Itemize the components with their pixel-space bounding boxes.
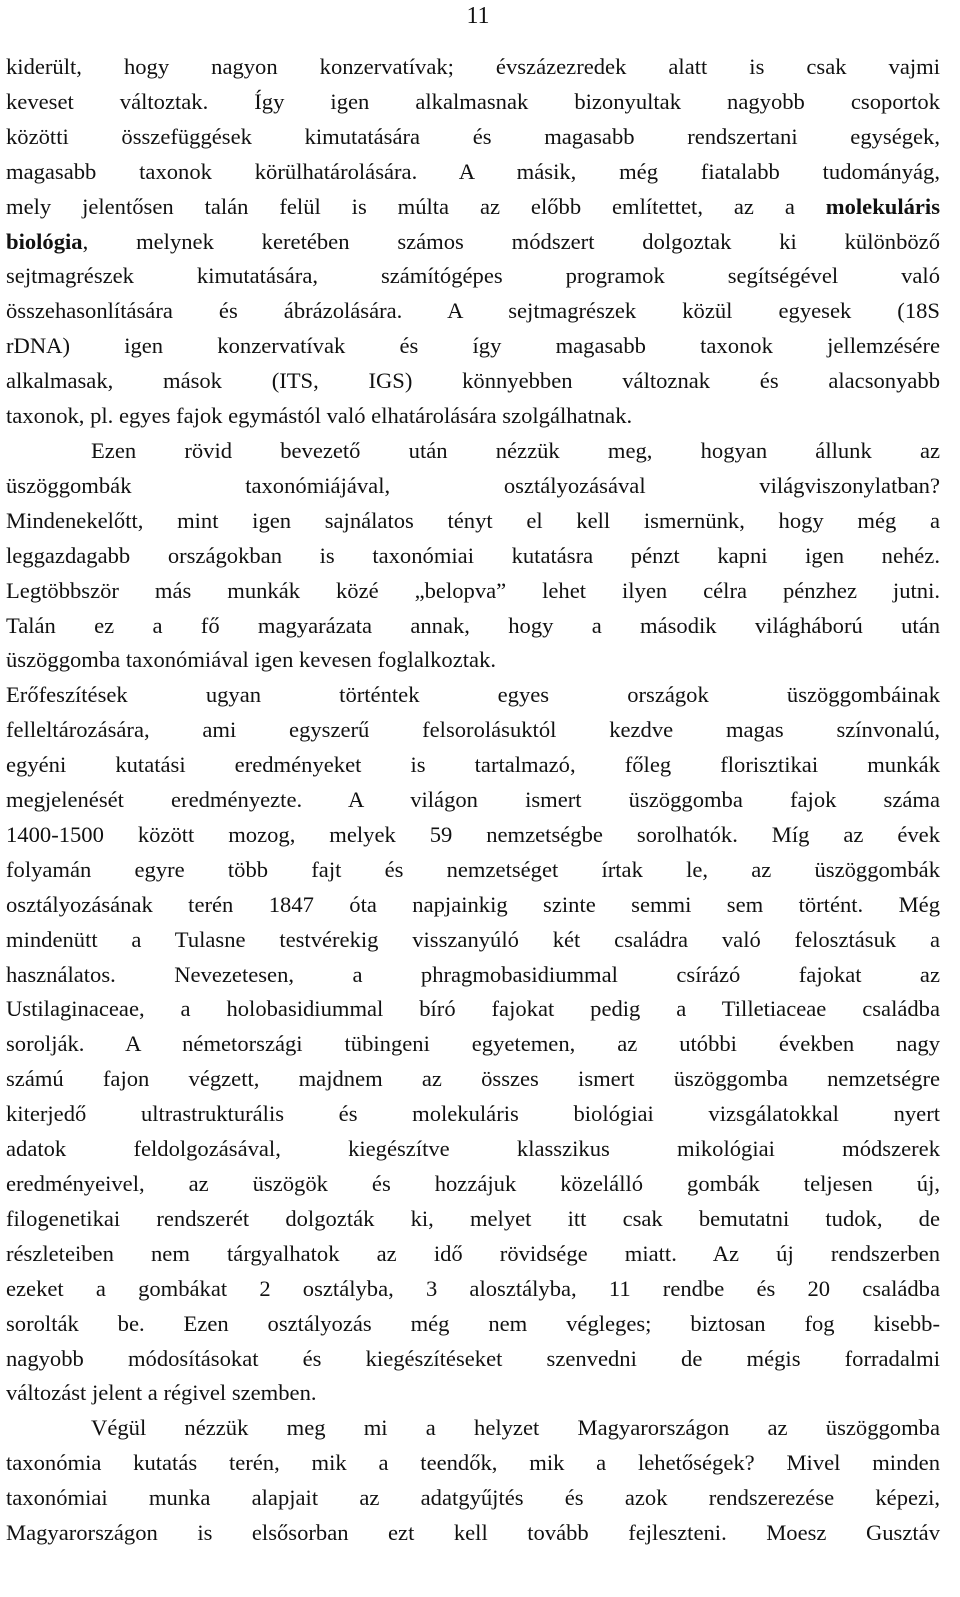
text-line: megjelenését eredményezte. A világon ismert üszöggomba fajok száma <box>6 787 940 813</box>
text-line: Legtöbbször más munkák közé „belopva” lehet ilyen célra pénzhez jutni. <box>6 577 940 603</box>
text-line: nagyobb módosításokat és kiegészítéseket szenvedni de mégis forradalmi <box>6 1345 940 1371</box>
text-line: magasabb taxonok körülhatárolására. A másik, még fiatalabb tudományág, <box>6 158 940 184</box>
text-line: Ezen rövid bevezető után nézzük meg, hogyan állunk az <box>91 437 940 463</box>
text-line: rDNA) igen konzervatívak és így magasabb taxonok jellemzésére <box>6 333 940 359</box>
text-line: taxonómiai munka alapjait az adatgyűjtés és azok rendszerezése képezi, <box>6 1485 940 1511</box>
text-line: Erőfeszítések ugyan történtek egyes országok üszöggombáinak <box>6 682 940 708</box>
text-line: filogenetikai rendszerét dolgozták ki, melyet itt csak bemutatni tudok, de <box>6 1205 940 1231</box>
bold-term: molekuláris <box>825 193 940 219</box>
text-line: számú fajon végzett, majdnem az összes ismert üszöggomba nemzetségre <box>6 1066 940 1092</box>
text-line: ezeket a gombákat 2 osztályba, 3 alosztályba, 11 rendbe és 20 családba <box>6 1275 940 1301</box>
text-line: egyéni kutatási eredményeket is tartalmazó, főleg florisztikai munkák <box>6 752 940 778</box>
text-line: Mindenekelőtt, mint igen sajnálatos tényt el kell ismernünk, hogy még a <box>6 507 940 533</box>
text-segment: , melynek keretében számos módszert dolgoztak ki különböző <box>82 228 940 254</box>
body-text <box>6 50 940 1551</box>
text-line: 1400-1500 között mozog, melyek 59 nemzetségbe sorolhatók. Míg az évek <box>6 821 940 847</box>
text-line: üszöggomba taxonómiával igen kevesen foglalkoztak. <box>6 647 497 673</box>
text-line: taxonok, pl. egyes fajok egymástól való elhatárolására szolgálhatnak. <box>6 403 633 429</box>
text-line: kiterjedő ultrastrukturális és molekuláris biológiai vizsgálatokkal nyert <box>6 1101 940 1127</box>
text-line: Ustilaginaceae, a holobasidiummal bíró fajokat pedig a Tilletiaceae családba <box>6 996 940 1022</box>
text-line: folyamán egyre több fajt és nemzetséget írtak le, az üszöggombák <box>6 856 940 882</box>
text-line: Magyarországon is elsősorban ezt kell tovább fejleszteni. Moesz Gusztáv <box>6 1520 940 1546</box>
text-line: keveset változtak. Így igen alkalmasnak bizonyultak nagyobb csoportok <box>6 88 940 114</box>
text-line <box>6 225 940 260</box>
text-line <box>6 190 940 225</box>
text-line: használatos. Nevezetesen, a phragmobasidiummal csírázó fajokat az <box>6 961 940 987</box>
text-line: leggazdagabb országokban is taxonómiai kutatásra pénzt kapni igen nehéz. <box>6 542 940 568</box>
text-line: közötti összefüggések kimutatására és magasabb rendszertani egységek, <box>6 123 940 149</box>
text-line: sorolták be. Ezen osztályozás még nem végleges; biztosan fog kisebb- <box>6 1310 940 1336</box>
text-line: osztályozásának terén 1847 óta napjainkig szinte semmi sem történt. Még <box>6 891 940 917</box>
text-line: felleltározására, ami egyszerű felsorolásuktól kezdve magas színvonalú, <box>6 717 940 743</box>
page-number: 11 <box>466 3 490 29</box>
text-line: adatok feldolgozásával, kiegészítve klasszikus mikológiai módszerek <box>6 1136 940 1162</box>
text-line: alkalmasak, mások (ITS, IGS) könnyebben változnak és alacsonyabb <box>6 368 940 394</box>
text-line: sorolják. A németországi tübingeni egyetemen, az utóbbi években nagy <box>6 1031 940 1057</box>
text-segment: mely jelentősen talán felül is múlta az előbb említettet, az a <box>6 193 826 219</box>
text-line: Végül nézzük meg mi a helyzet Magyarországon az üszöggomba <box>91 1415 940 1441</box>
text-line: összehasonlítására és ábrázolására. A sejtmagrészek közül egyesek (18S <box>6 298 940 324</box>
text-line: mindenütt a Tulasne testvérekig visszanyúló két családra való felosztásuk a <box>6 926 940 952</box>
text-line: taxonómia kutatás terén, mik a teendők, mik a lehetőségek? Mivel minden <box>6 1450 940 1476</box>
text-line: üszöggombák taxonómiájával, osztályozásával világviszonylatban? <box>6 472 940 498</box>
text-line: részleteiben nem tárgyalhatok az idő rövidsége miatt. Az új rendszerben <box>6 1240 940 1266</box>
text-line: változást jelent a régivel szemben. <box>6 1380 317 1406</box>
text-line: sejtmagrészek kimutatására, számítógépes programok segítségével való <box>6 263 940 289</box>
text-line: kiderült, hogy nagyon konzervatívak; évszázezredek alatt is csak vajmi <box>6 54 940 79</box>
bold-term: biológia <box>6 228 83 254</box>
text-line: Talán ez a fő magyarázata annak, hogy a második világháború után <box>6 612 940 638</box>
text-line: eredményeivel, az üszögök és hozzájuk közelálló gombák teljesen új, <box>6 1171 940 1196</box>
